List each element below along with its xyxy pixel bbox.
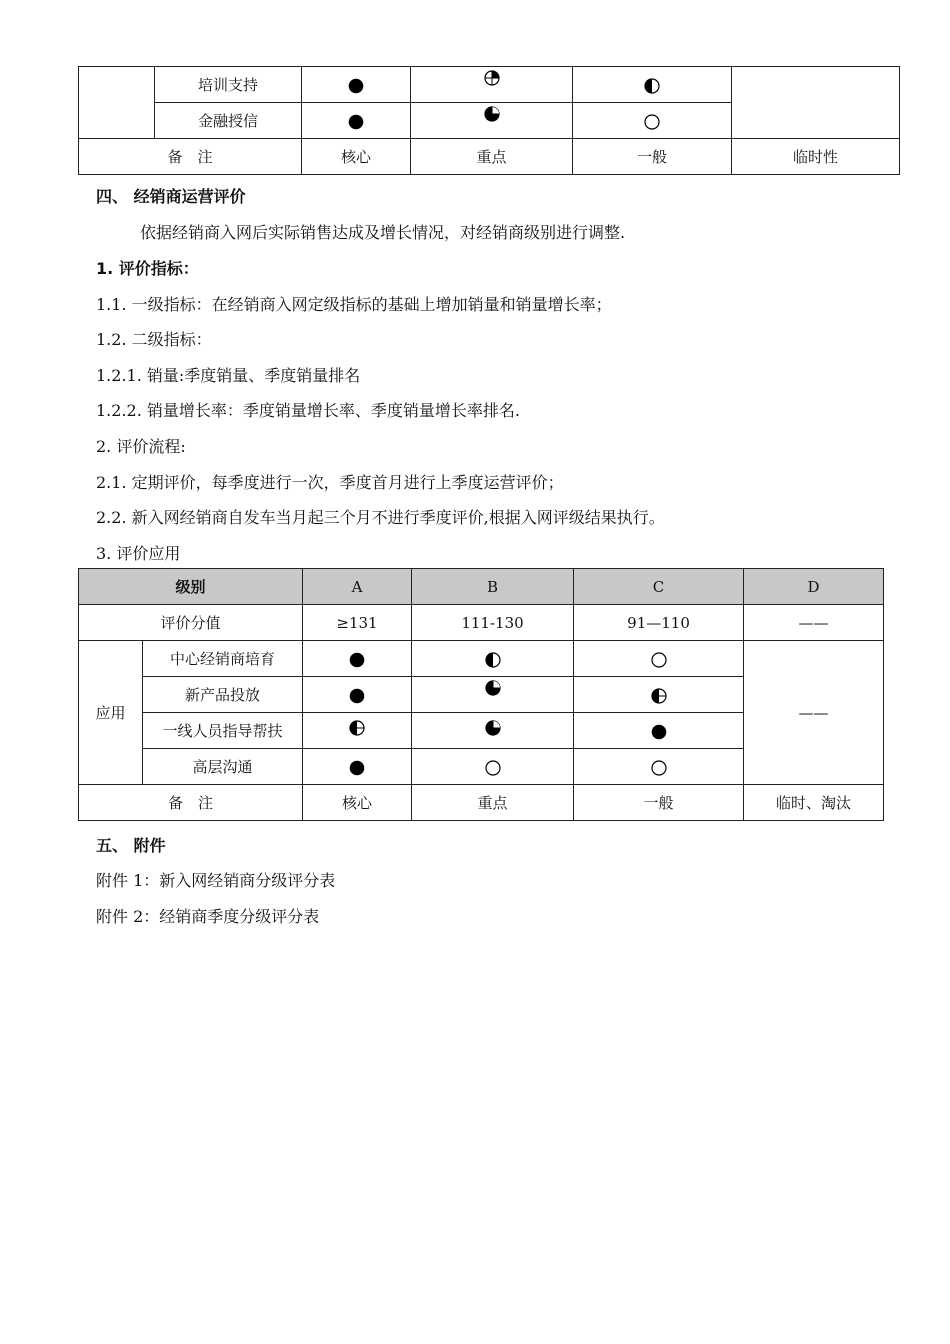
symbol-cell [303,641,412,677]
symbol-cell [302,67,411,103]
symbol-cell [574,677,744,713]
score-c: 91—110 [574,605,744,641]
symbol-cell [574,641,744,677]
table-row [79,641,884,677]
header-a: A [303,569,412,605]
list-item: 2. 评价流程: [96,437,186,456]
section-heading: 五、 附件 [96,836,166,855]
symbol-cell [412,677,574,713]
remark-core: 核心 [303,785,412,821]
remark-temp: 临时、淘汰 [744,785,884,821]
remark-key: 重点 [412,785,574,821]
header-b: B [412,569,574,605]
empty-circle-icon [651,652,667,668]
row-label: 培训支持 [155,67,302,103]
empty-circle-icon [644,114,660,130]
three-quarter-circle-icon [485,680,501,696]
full-circle-icon [349,652,365,668]
row-label: 金融授信 [155,103,302,139]
row-label: 高层沟通 [143,749,303,785]
list-item: 1.2.2. 销量增长率：季度销量增长率、季度销量增长率排名. [96,401,520,420]
symbol-cell [303,713,412,749]
three-quarter-circle-icon [484,106,500,122]
symbol-cell [303,749,412,785]
header-c: C [574,569,744,605]
score-row [79,605,884,641]
symbol-cell [411,103,573,139]
remark-general: 一般 [573,139,732,175]
score-d: —— [744,605,884,641]
table-row [79,67,900,103]
list-item: 3. 评价应用 [96,544,181,563]
symbol-cell [573,67,732,103]
three-quarter-circle-icon [485,720,501,736]
list-item: 2.1. 定期评价，每季度进行一次，季度首月进行上季度运营评价； [96,473,564,492]
intro-paragraph: 依据经销商入网后实际销售达成及增长情况，对经销商级别进行调整. [140,223,626,242]
remark-general: 一般 [574,785,744,821]
remarks-row [79,785,884,821]
symbol-cell [574,749,744,785]
half-circle-icon [349,720,365,736]
list-item: 1. 评价指标： [96,259,199,278]
attachment-item: 附件 1：新入网经销商分级评分表 [96,871,336,890]
half-circle-icon [644,78,660,94]
empty-cell [732,67,900,139]
remark-temp: 临时性 [732,139,900,175]
level-table-continued [78,66,900,175]
attachment-item: 附件 2：经销商季度分级评分表 [96,907,320,926]
symbol-cell [574,713,744,749]
empty-circle-icon [485,760,501,776]
remark-key: 重点 [411,139,573,175]
list-item: 1.2.1. 销量:季度销量、季度销量排名 [96,366,361,385]
symbol-cell [302,103,411,139]
apply-label: 应用 [79,641,143,785]
empty-circle-icon [651,760,667,776]
full-circle-icon [349,688,365,704]
remarks-label: 备 注 [79,785,303,821]
score-b: 111-130 [412,605,574,641]
half-circle-icon [651,688,667,704]
symbol-cell [412,713,574,749]
row-label: 中心经销商培育 [143,641,303,677]
full-circle-icon [651,724,667,740]
row-label: 一线人员指导帮扶 [143,713,303,749]
header-level: 级别 [79,569,303,605]
symbol-cell [573,103,732,139]
remarks-row [79,139,900,175]
full-circle-icon [349,760,365,776]
remarks-label: 备 注 [79,139,302,175]
symbol-cell [412,641,574,677]
full-circle-icon [348,78,364,94]
list-item: 2.2. 新入网经销商自发车当月起三个月不进行季度评价,根据入网评级结果执行。 [96,508,665,527]
symbol-cell [412,749,574,785]
symbol-cell [411,67,573,103]
list-item: 1.2. 二级指标： [96,330,212,349]
header-d: D [744,569,884,605]
header-row [79,569,884,605]
full-circle-icon [348,114,364,130]
apply-d: —— [744,641,884,785]
half-circle-icon [485,652,501,668]
remark-core: 核心 [302,139,411,175]
section-heading: 四、 经销商运营评价 [96,187,246,206]
score-label: 评价分值 [79,605,303,641]
empty-cell [79,67,155,139]
evaluation-table [78,568,884,821]
row-label: 新产品投放 [143,677,303,713]
list-item: 1.1. 一级指标：在经销商入网定级指标的基础上增加销量和销量增长率； [96,295,612,314]
quarter-circle-icon [484,70,500,86]
symbol-cell [303,677,412,713]
score-a: ≥131 [303,605,412,641]
